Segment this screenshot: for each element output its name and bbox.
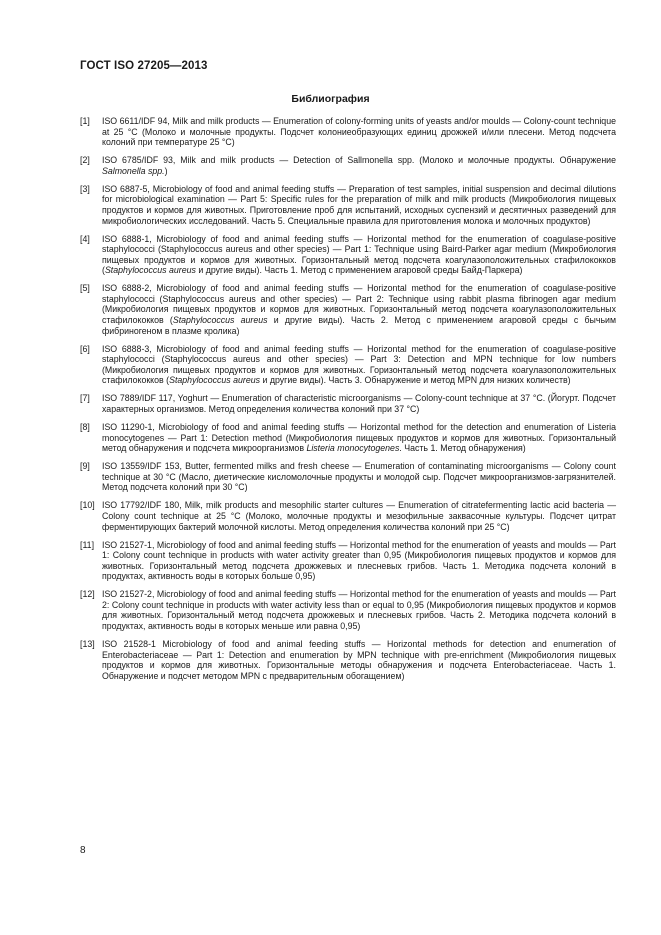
reference-text: ISO 13559/IDF 153, Butter, fermented milks and fresh cheese — Enumeration of contaminating microorganisms — Colony count technique at 30 °C (Масло, диетические кисломолочные продукты и молодой сыр. Подсчет микроорганизмов-загрязнителей. Метод подсчета колоний при 30 °C) (102, 461, 616, 493)
reference-item (80, 422, 616, 454)
reference-item (80, 155, 616, 176)
bibliography-list (80, 116, 616, 689)
species-name: Listeria monocytogenes (306, 443, 400, 454)
species-name: Staphylococcus aureus (172, 315, 268, 326)
reference-item (80, 234, 616, 276)
reference-number: [9] (80, 461, 90, 472)
reference-text: ISO 6888-3, Microbiology of food and animal feeding stuffs — Horizontal method for the enumeration of coagulase-positive staphylococci (Staphylococcus aureus and other species) — Part 3: Detection and MPN technique for low numbers (Микробиология пищевых продуктов и кормов для животных. Горизонтальный метод подсчета коагулазоположительных стафилококков (Staphylococcus aureus и другие виды). Часть 3. Обнаружение и метод MPN для низких количеств) (102, 343, 616, 386)
species-name: Staphylococcus aureus (169, 375, 261, 386)
reference-item (80, 589, 616, 631)
page-number: 8 (80, 845, 86, 856)
reference-number: [3] (80, 183, 90, 194)
reference-number: [12] (80, 589, 95, 600)
reference-number: [6] (80, 343, 90, 354)
reference-item (80, 540, 616, 582)
reference-number: [13] (80, 639, 95, 650)
species-name: Staphylococcus aureus (104, 265, 196, 276)
reference-item (80, 500, 616, 532)
reference-number: [11] (80, 539, 95, 550)
reference-item (80, 116, 616, 148)
reference-text: ISO 21527-1, Microbiology of food and animal feeding stuffs — Horizontal method for the enumeration of yeasts and moulds — Part 1: Colony count technique in products with water activity greater than 0,95 (Микробиология пищевых продуктов и кормов для животных. Горизонтальный метод подсчета дрожжевых и плесневых грибов. Часть 1. Методика подсчета колоний в продуктах, активность воды в которых больше 0,95) (102, 539, 616, 582)
reference-text: ISO 17792/IDF 180, Milk, milk products and mesophilic starter cultures — Enumeration of citratefermenting lactic acid bacteria — Colony count technique at 25 °C (Молоко, молочные продукты и мезофильные заквасочные культуры. Подсчет цитрат ферментирующих бактерий молочной кислоты. Метод определения количества колоний при 25 °C) (102, 500, 616, 532)
reference-item (80, 393, 616, 414)
reference-text: ISO 6611/IDF 94, Milk and milk products — Enumeration of colony-forming units of yeasts and/or moulds — Colony-count technique at 25 °C (Молоко и молочные продукты. Подсчет колониеобразующих единиц дрожжей и/или плесени. Метод подсчета колоний при температуре 25 °C) (102, 116, 616, 148)
reference-number: [5] (80, 283, 90, 294)
reference-number: [8] (80, 421, 90, 432)
reference-text: ISO 7889/IDF 117, Yoghurt — Enumeration of characteristic microorganisms — Colony-count technique at 37 °C. (Йогурт. Подсчет характерных организмов. Метод определения количества колоний при 37 °C) (102, 393, 616, 414)
reference-item (80, 461, 616, 493)
reference-text: ISO 6785/IDF 93, Milk and milk products — Detection of Sallmonella spp. (Молоко и молочные продукты. Обнаружение Salmonella spp.) (102, 155, 616, 176)
reference-text: ISO 11290-1, Microbiology of food and animal feeding stuffs — Horizontal method for the detection and enumeration of Listeria monocytogenes — Part 1: Detection method (Микробиология пищевых продуктов и кормов для животных. Горизонтальный метод обнаружения и подсчета микроорганизмов Listeria monocytogenes. Часть 1. Метод обнаружения) (102, 421, 616, 454)
section-title: Библиография (291, 93, 370, 105)
reference-text: ISO 21527-2, Microbiology of food and animal feeding stuffs — Horizontal method for the enumeration of yeasts and moulds — Part 2: Colony count technique in products with water activity less than or equal to 0,95 (Микробиология пищевых продуктов и кормов для животных. Горизонтальный метод подсчета дрожжевых и плесневых грибов. Часть 2. Методика подсчета колоний в продуктах, активность воды в которых меньше или равна 0,95) (102, 589, 616, 632)
reference-text: ISO 6888-2, Microbiology of food and animal feeding stuffs — Horizontal method for the enumeration of coagulase-positive staphylococci (Staphylococcus aureus and other species) — Part 2: Technique using rabbit plasma fibrinogen agar medium (Микробиология пищевых продуктов и кормов для животных. Горизонтальный метод подсчета коагулазоположительных стафилококков (Staphylococcus aureus и другие виды). Часть 2. Метод с применением агаровой среды с бычьим фибриногеном в плазме кролика) (102, 283, 616, 336)
species-name: Salmonella spp. (102, 165, 165, 176)
reference-item (80, 639, 616, 681)
reference-number: [1] (80, 116, 90, 126)
reference-text: ISO 6887-5, Microbiology of food and animal feeding stuffs — Preparation of test samples, initial suspension and decimal dilutions for microbiological examination — Part 5: Specific rules for the preparation of milk and milk products (Микробиология пищевых продуктов и кормов для животных. Приготовление проб для испытаний, исходных суспензий и десятичных разведений для микробиологических исследований. Часть 5. Специальные правила для приготовления молока и молочных продуктов) (102, 183, 616, 226)
reference-item (80, 283, 616, 336)
reference-number: [10] (80, 500, 95, 511)
reference-item (80, 184, 616, 226)
reference-text: ISO 6888-1, Microbiology of food and animal feeding stuffs — Horizontal method for the enumeration of coagulase-positive staphylococci (Staphylococcus aureus and other species) — Part 1: Technique using Baird-Parker agar medium (Микробиология пищевых продуктов и кормов для животных. Горизонтальный метод подсчета коагулазоположительных стафилококков (Staphylococcus aureus и другие виды). Часть 1. Метод с применением агаровой среды Байд-Паркера) (102, 233, 616, 276)
reference-text: ISO 21528-1 Microbiology of food and animal feeding stuffs — Horizontal methods for detection and enumeration of Enterobacteriaceae — Part 1: Detection and enumeration by MPN technique with pre-enrichment (Микробиология пищевых продуктов и кормов для животных. Горизонтальные методы обнаружения и подсчета Enterobacteriaceae. Часть 1. Обнаружение и подсчет методом MPN с предварительным обогащением) (102, 639, 616, 681)
reference-number: [2] (80, 155, 90, 166)
document-header: ГОСТ ISO 27205—2013 (80, 60, 208, 72)
reference-item (80, 344, 616, 386)
reference-number: [4] (80, 233, 90, 244)
reference-number: [7] (80, 393, 90, 404)
